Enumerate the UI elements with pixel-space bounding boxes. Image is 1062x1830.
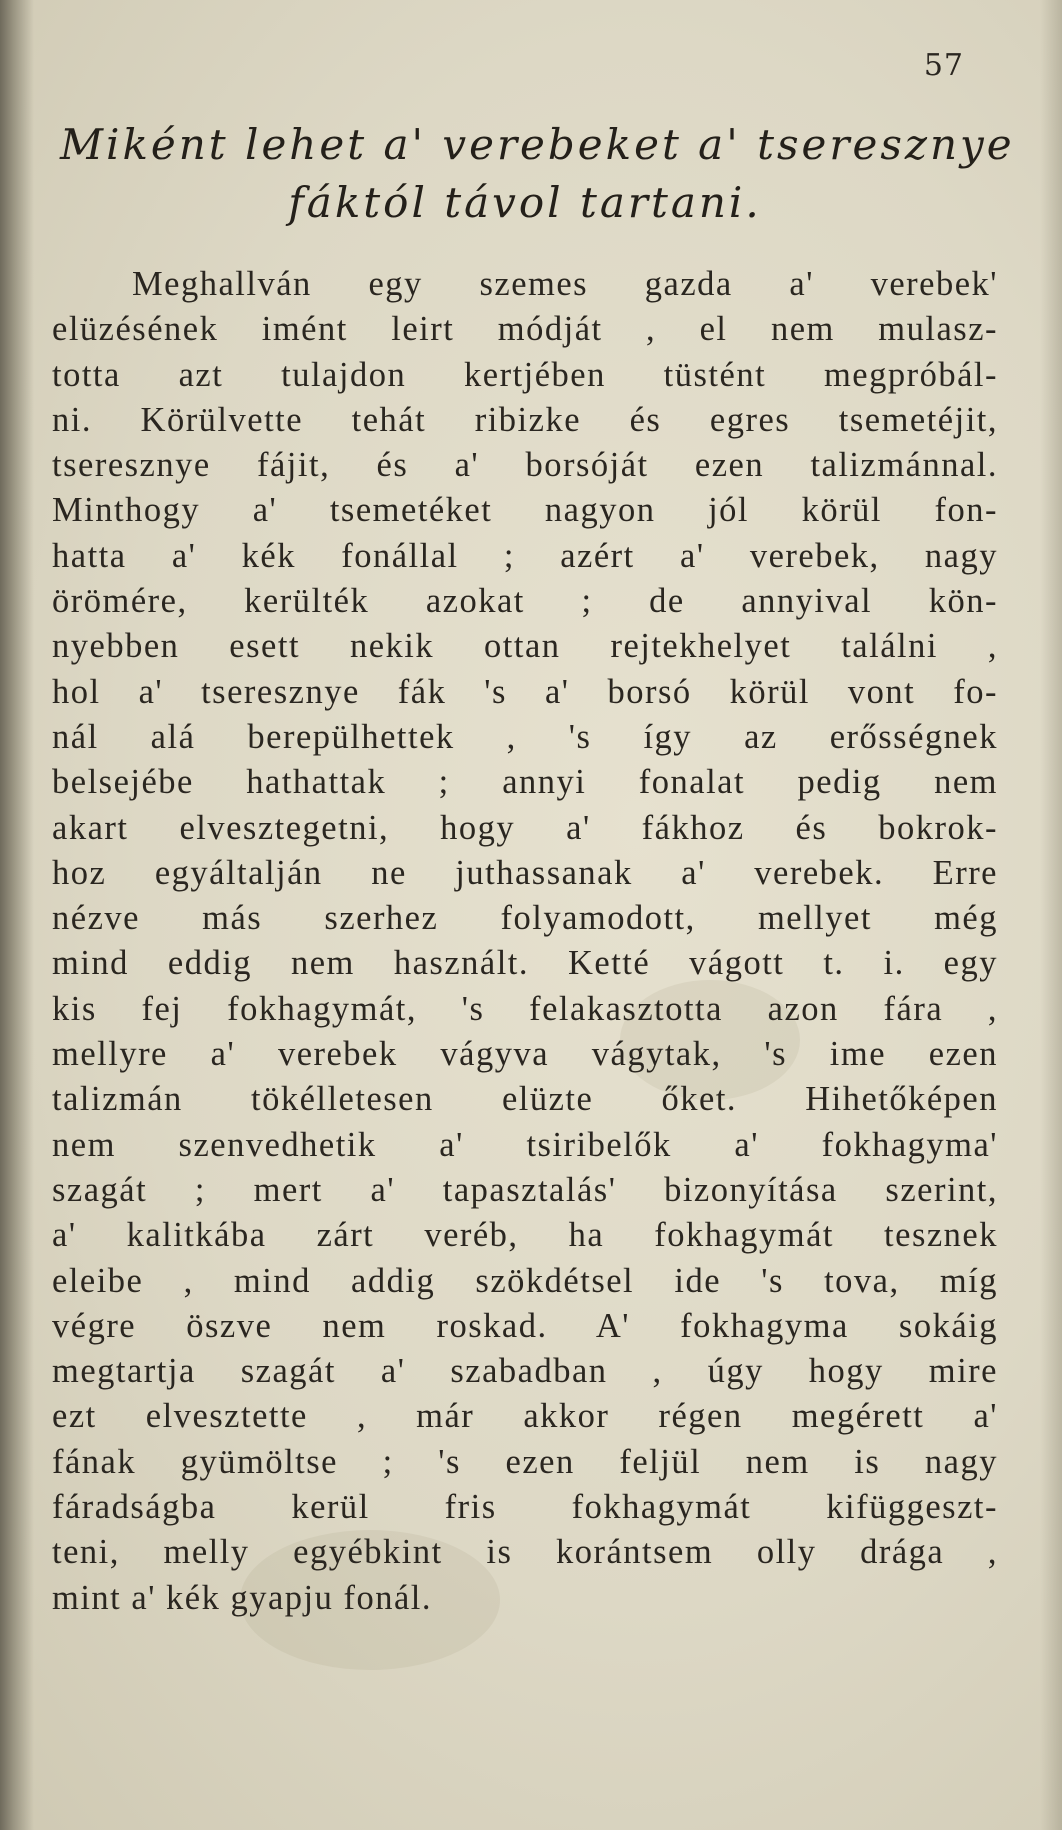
title-line: Miként lehet a' verebeket a' tseresznye <box>60 120 1015 169</box>
text-line: hol a' tseresznye fák 's a' borsó körül vont fo- <box>52 672 998 711</box>
text-line: eleibe , mind addig szökdétsel ide 's tova, míg <box>52 1261 998 1300</box>
text-line: a' kalitkába zárt veréb, ha fokhagymát tesznek <box>52 1216 998 1255</box>
text-line: megtartja szagát a' szabadban , úgy hogy mire <box>52 1352 998 1391</box>
text-line: Meghallván egy szemes gazda a' verebek' <box>132 265 998 303</box>
text-line: mellyre a' verebek vágyva vágytak, 's ime ezen <box>52 1035 998 1074</box>
binding-shadow <box>0 0 34 1830</box>
text-line: fának gyümöltse ; 's ezen feljül nem is nagy <box>52 1442 998 1481</box>
text-line: akart elvesztegetni, hogy a' fákhoz és bokrok- <box>52 808 998 847</box>
text-line: tseresznye fájit, és a' borsóját ezen talizmánnal. <box>52 446 998 485</box>
text-line: hatta a' kék fonállal ; azért a' verebek, nagy <box>52 536 998 575</box>
text-line: elüzésének imént leirt módját , el nem mulasz- <box>52 310 998 349</box>
text-line: ezt elvesztette , már akkor régen megérett a' <box>52 1397 998 1436</box>
text-line: kis fej fokhagymát, 's felakasztotta azon fára , <box>52 989 998 1028</box>
body-paragraph <box>52 262 998 1621</box>
page-title <box>60 116 1015 232</box>
page-number: 57 <box>923 48 964 83</box>
text-line: belsejébe hathattak ; annyi fonalat pedig nem <box>52 763 998 802</box>
page-edge-shadow <box>1040 0 1062 1830</box>
text-line: ni. Körülvette tehát ribizke és egres tsemetéjit, <box>52 400 998 439</box>
text-line: örömére, kerülték azokat ; de annyival kön- <box>52 582 998 621</box>
text-line: mind eddig nem használt. Ketté vágott t. i. egy <box>52 944 998 983</box>
text-line: nézve más szerhez folyamodott, mellyet még <box>52 899 998 938</box>
text-line: végre öszve nem roskad. A' fokhagyma sokáig <box>52 1306 998 1345</box>
text-line: nem szenvedhetik a' tsiribelők a' fokhagyma' <box>52 1125 998 1164</box>
text-line: mint a' kék gyapju fonál. <box>52 1578 433 1617</box>
text-line: totta azt tulajdon kertjében tüstént megpróbál- <box>52 355 998 394</box>
text-line: teni, melly egyébkint is korántsem olly drága , <box>52 1533 998 1572</box>
text-line: nál alá berepülhettek , 's így az erősségnek <box>52 717 998 756</box>
title-line: fáktól távol tartani. <box>288 178 762 227</box>
text-line: szagát ; mert a' tapasztalás' bizonyítása szerint, <box>52 1170 998 1209</box>
text-line: talizmán tökélletesen elüzte őket. Hihetőképen <box>52 1080 998 1119</box>
text-line: hoz egyáltalján ne juthassanak a' verebek. Erre <box>52 853 998 892</box>
text-line: nyebben esett nekik ottan rejtekhelyet találni , <box>52 627 998 666</box>
text-line: fáradságba kerül fris fokhagymát kifüggeszt- <box>52 1488 998 1527</box>
text-line: Minthogy a' tsemetéket nagyon jól körül fon- <box>52 491 998 530</box>
